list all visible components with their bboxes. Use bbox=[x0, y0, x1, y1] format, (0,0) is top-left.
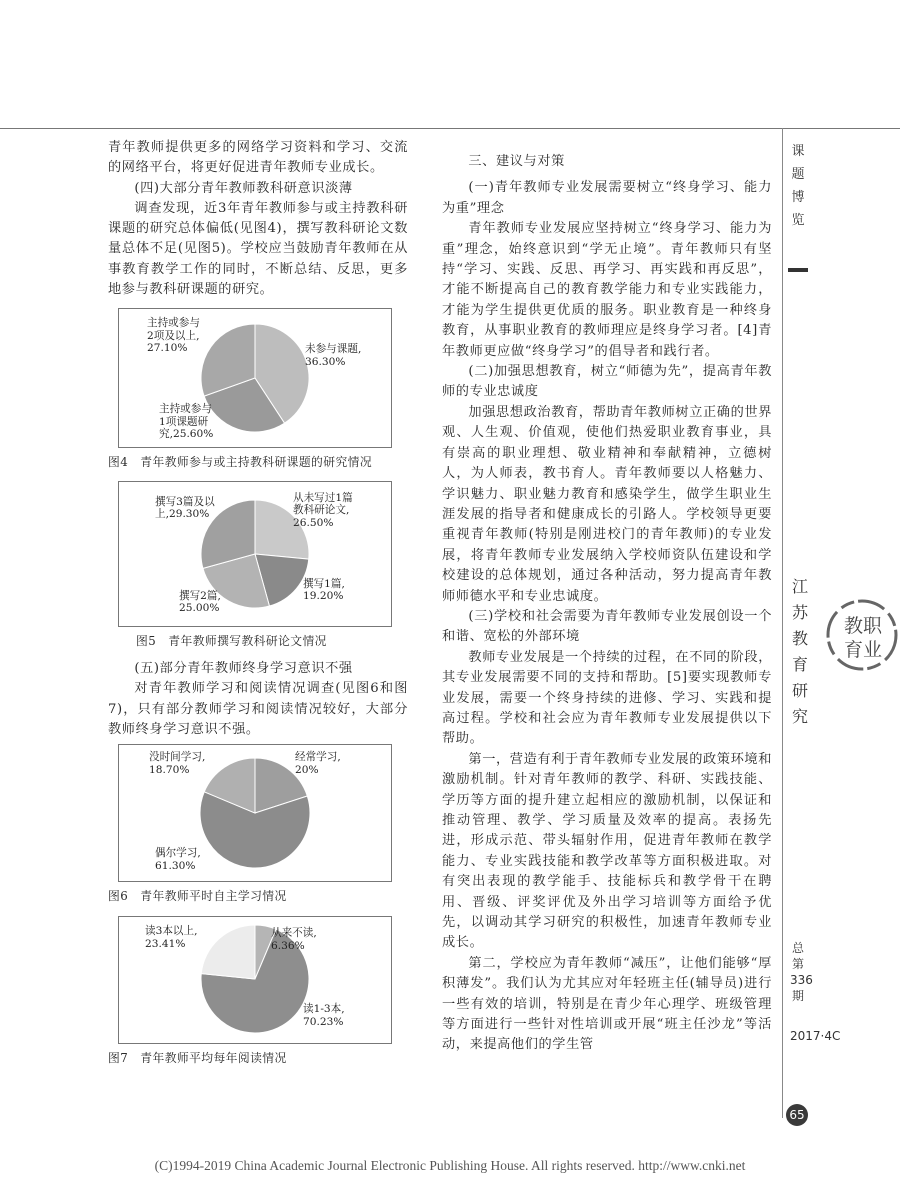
figure-6 bbox=[118, 744, 392, 882]
fig7-label-never: 从来不读, 6.36% bbox=[271, 927, 317, 952]
fig6-label-often: 经常学习, 20% bbox=[295, 751, 341, 776]
fig6-label-sometimes: 偶尔学习, 61.30% bbox=[155, 847, 201, 872]
copyright-footer: (C)1994-2019 China Academic Journal Electronic Publishing House. All rights reserved. http://www.cnki.net bbox=[154, 1158, 746, 1173]
column-marker bbox=[788, 268, 808, 272]
paragraph-3: 教师专业发展是一个持续的过程，在不同的阶段，其专业发展需要不同的支持和帮助。[5]要实现教师专业发展，需要一个终身持续的进修、学习、实践和提高过程。学校和社会应为青年教师专业发展提供以下帮助。 bbox=[442, 649, 772, 747]
issue-total: 总第336期 bbox=[790, 941, 813, 1003]
paragraph-section-5: 对青年教师学习和阅读情况调查(见图6和图7)，只有部分教师学习和阅读情况较好，大部分教师终身学习意识不强。 bbox=[108, 681, 408, 737]
svg-text:育业: 育业 bbox=[844, 639, 883, 661]
fig4-label-none: 未参与课题, 36.30% bbox=[305, 343, 362, 368]
fig5-label-none: 从未写过1篇 教科研论文, 26.50% bbox=[293, 491, 353, 529]
left-column bbox=[108, 138, 408, 1077]
page-number: 65 bbox=[786, 1104, 808, 1126]
paragraph-1: 青年教师专业发展应坚持树立“终身学习、能力为重”理念，始终意识到“学无止境”。青年教师只有坚持“学习、实践、反思、再学习、再实践和再反思”，才能不断提高自己的教育教学能力和专业实践能力，才能为学生提供更优质的服务。职业教育是一种终身教育，从事职业教育的教师理应是终身学习者。[4]青年教师更应做“终身学习”的倡导者和践行者。 bbox=[442, 221, 772, 359]
fig7-label-3plus: 读3本以上, 23.41% bbox=[145, 925, 198, 950]
figure-4-caption: 图4 青年教师参与或主持教科研课题的研究情况 bbox=[108, 455, 373, 470]
fig4-label-2plus: 主持或参与 2项及以上, 27.10% bbox=[147, 317, 200, 355]
heading-section-4: (四)大部分青年教师教科研意识淡薄 bbox=[134, 180, 353, 196]
figure-4 bbox=[118, 308, 392, 448]
heading-section-5: (五)部分青年教师终身学习意识不强 bbox=[134, 660, 353, 676]
svg-text:教职: 教职 bbox=[844, 615, 883, 637]
figure-6-caption: 图6 青年教师平时自主学习情况 bbox=[108, 889, 287, 904]
pie-slice bbox=[201, 925, 255, 979]
paragraph-section-4: 调查发现，近3年青年教师参与或主持教科研课题的研究总体偏低(见图4)，撰写教科研论文数量总体不足(见图5)。学校应当鼓励青年教师在从事教育教学工作的同时，不断总结、反思，更多地参与教科研课题的研究。 bbox=[108, 200, 408, 298]
paragraph-4: 第一，营造有利于青年教师专业发展的政策环境和激励机制。针对青年教师的教学、科研、实践技能、学历等方面的提升建立起相应的激励机制，以保证和推动管理、教学、学习质量及效率的提高。表扬先进，形成示范、带头辐射作用，促进青年教师在教学能力、专业实践技能和教学改革等方面积极进取。对有突出表现的教学能手、技能标兵和教学骨干在聘用、晋级、评奖评优及外出学习培训等方面给予优先，以调动其学习研究的积极性，加速青年教师专业成长。 bbox=[442, 751, 772, 951]
paragraph-continued: 青年教师提供更多的网络学习资料和学习、交流的网络平台，将更好促进青年教师专业成长。 bbox=[108, 140, 408, 176]
issue-date: 2017·4C bbox=[790, 1029, 841, 1043]
fig7-label-1to3: 读1-3本, 70.23% bbox=[303, 1003, 345, 1028]
heading-3: (三)学校和社会需要为青年教师专业发展创设一个和谐、宽松的外部环境 bbox=[442, 608, 772, 645]
figure-7 bbox=[118, 916, 392, 1044]
heading-1: (一)青年教师专业发展需要树立“终身学习、能力为重”理念 bbox=[442, 180, 772, 216]
fig5-label-one: 撰写1篇, 19.20% bbox=[303, 577, 345, 603]
journal-name: 江苏教育研究 bbox=[791, 577, 808, 726]
figure-7-caption: 图7 青年教师平均每年阅读情况 bbox=[108, 1051, 287, 1066]
section-title: 三、建议与对策 bbox=[468, 154, 565, 169]
paragraph-5: 第二，学校应为青年教师“减压”，让他们能够“厚积薄发”。我们认为尤其应对年轻班主任(辅导员)进行一些有效的培训，特别是在青少年心理学、班级管理等方面进行一些针对性培训或开展“班主任沙龙”等活动，来提高他们的学生管 bbox=[442, 955, 772, 1053]
top-rule bbox=[0, 128, 900, 129]
heading-2: (二)加强思想教育，树立“师德为先”，提高青年教师的专业忠诚度 bbox=[442, 364, 772, 400]
paragraph-2: 加强思想政治教育，帮助青年教师树立正确的世界观、人生观、价值观，使他们热爱职业教育事业，具有崇高的职业理想、敬业精神和奉献精神，立德树人，为人师表，教书育人。青年教师要以人格魅力、学识魅力、职业魅力教育和感染学生，做学生职业生涯发展的指导者和健康成长的引路人。学校领导更要重视青年教师(特别是刚进校门的青年教师)的专业发展，将青年教师专业发展纳入学校师资队伍建设和学校建设的总体规划，通过各种活动，努力提高青年教师师德水平和专业忠诚度。 bbox=[442, 404, 772, 604]
figure-5 bbox=[118, 481, 392, 627]
right-column bbox=[442, 152, 772, 1056]
fig6-label-notime: 没时间学习, 18.70% bbox=[149, 751, 206, 776]
journal-seal bbox=[826, 598, 900, 672]
fig5-label-3plus: 撰写3篇及以 上,29.30% bbox=[155, 495, 215, 521]
sidebar-divider bbox=[782, 128, 783, 1118]
column-name: 课题博览 bbox=[791, 144, 805, 228]
fig5-label-two: 撰写2篇, 25.00% bbox=[179, 589, 221, 615]
fig4-label-one: 主持或参与 1项课题研 究,25.60% bbox=[159, 403, 214, 441]
figure-5-caption: 图5 青年教师撰写教科研论文情况 bbox=[136, 633, 327, 648]
